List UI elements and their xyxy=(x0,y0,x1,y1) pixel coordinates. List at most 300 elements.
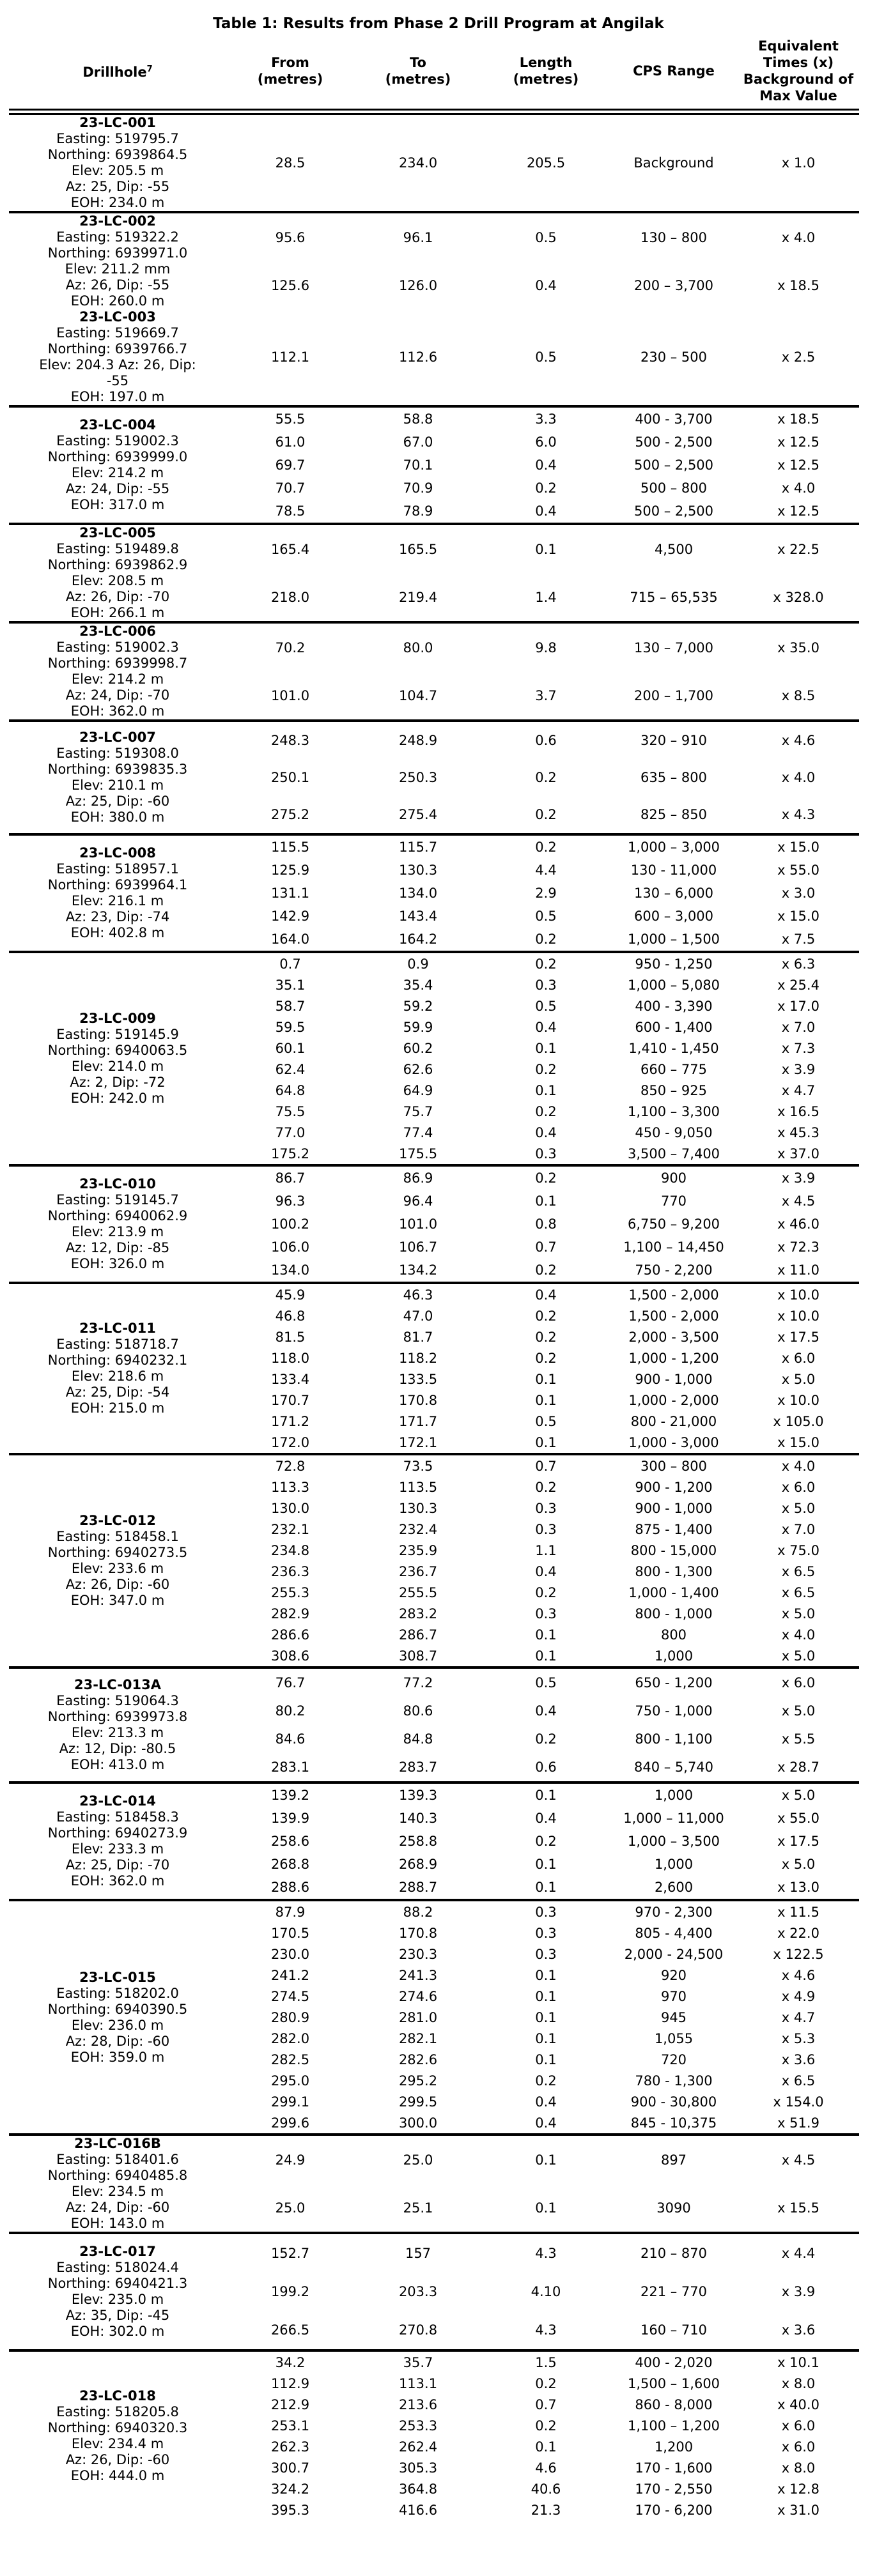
to-cell: 286.7 xyxy=(398,1627,438,1643)
length-cell: 0.2 xyxy=(535,1061,557,1077)
equivalent-times-cell: x 15.0 xyxy=(777,908,819,924)
equivalent-times-cell: x 72.3 xyxy=(777,1239,819,1255)
from-cell: 324.2 xyxy=(270,2481,310,2497)
equivalent-times-cell: x 6.0 xyxy=(781,2418,816,2434)
equivalent-times-cell: x 4.9 xyxy=(781,1988,816,2004)
drillhole-info-line: Az: 28, Dip: -60 xyxy=(65,2033,170,2049)
cps-range-cell: 970 - 2,300 xyxy=(635,1904,713,1920)
from-cell: 232.1 xyxy=(270,1521,310,1537)
table-row xyxy=(9,622,859,671)
cps-range-cell: 780 - 1,300 xyxy=(635,2073,713,2089)
length-cell: 2.9 xyxy=(535,885,557,901)
from-cell: 266.5 xyxy=(270,2322,310,2338)
equivalent-times-cell: x 10.1 xyxy=(777,2354,819,2370)
length-cell: 0.1 xyxy=(535,1857,557,1872)
drillhole-info-line: Northing: 6940390.5 xyxy=(47,2001,188,2017)
from-cell: 58.7 xyxy=(275,998,306,1014)
length-cell: 4.4 xyxy=(535,862,557,878)
to-cell: 134.2 xyxy=(398,1262,438,1278)
from-cell: 250.1 xyxy=(270,770,310,785)
cps-range-cell: 1,500 - 2,000 xyxy=(628,1287,719,1303)
equivalent-times-cell: x 3.6 xyxy=(781,2322,816,2338)
drillhole-info-line: Easting: 519795.7 xyxy=(56,131,179,146)
cps-range-cell: 130 - 11,000 xyxy=(630,862,717,878)
cps-range-cell: 1,100 – 1,200 xyxy=(627,2418,720,2434)
from-cell: 234.8 xyxy=(270,1542,310,1558)
drillhole-info-line: Northing: 6939973.8 xyxy=(47,1709,188,1724)
from-cell: 28.5 xyxy=(275,155,306,171)
drillhole-info-line: Az: 25, Dip: -54 xyxy=(65,1384,170,1400)
cps-range-cell: 970 xyxy=(660,1988,687,2004)
equivalent-times-cell: x 17.0 xyxy=(777,998,819,1014)
equivalent-times-cell: x 4.6 xyxy=(781,733,816,748)
length-cell: 0.1 xyxy=(535,2200,557,2216)
length-cell: 0.3 xyxy=(535,977,557,993)
to-cell: 171.7 xyxy=(398,1413,438,1429)
from-cell: 113.3 xyxy=(270,1479,310,1495)
cps-range-cell: 500 – 2,500 xyxy=(633,457,714,473)
drillhole-id: 23-LC-013A xyxy=(74,1677,162,1692)
drillhole-info-line: Elev: 213.3 m xyxy=(71,1725,164,1740)
to-cell: 213.6 xyxy=(398,2396,438,2412)
length-cell: 0.1 xyxy=(535,2152,557,2168)
equivalent-times-cell: x 5.3 xyxy=(781,2030,816,2046)
from-cell: 282.0 xyxy=(270,2030,310,2046)
header-from xyxy=(226,34,354,112)
to-cell: 59.2 xyxy=(403,998,433,1014)
equivalent-times-cell: x 4.0 xyxy=(781,480,816,496)
from-cell: 268.8 xyxy=(270,1857,310,1872)
drillhole-info-line: Easting: 518458.1 xyxy=(56,1529,179,1544)
length-cell: 21.3 xyxy=(531,2502,561,2518)
cps-range-cell: 400 - 2,020 xyxy=(635,2354,713,2370)
drillhole-info-line: Az: 26, Dip: -60 xyxy=(65,2452,170,2467)
equivalent-times-cell: x 5.0 xyxy=(781,1857,816,1872)
drillhole-info-line: Az: 24, Dip: -55 xyxy=(65,481,170,496)
from-cell: 283.1 xyxy=(270,1759,310,1775)
drillhole-info-line: EOH: 143.0 m xyxy=(70,2216,165,2231)
equivalent-times-cell: x 6.5 xyxy=(781,2073,816,2089)
to-cell: 112.6 xyxy=(398,349,438,365)
from-cell: 95.6 xyxy=(275,229,306,245)
to-cell: 270.8 xyxy=(398,2322,438,2338)
from-cell: 84.6 xyxy=(275,1731,306,1747)
cps-range-cell: Background xyxy=(633,155,714,171)
table-row xyxy=(9,952,859,974)
to-cell: 118.2 xyxy=(398,1350,438,1366)
header-drillhole xyxy=(9,34,226,112)
to-cell: 113.5 xyxy=(398,1479,438,1495)
to-cell: 0.9 xyxy=(407,956,429,972)
header-length-unit: (metres) xyxy=(513,72,579,87)
length-cell: 0.1 xyxy=(535,1788,557,1803)
equivalent-times-cell: x 7.0 xyxy=(781,1019,816,1035)
to-cell: 268.9 xyxy=(398,1857,438,1872)
table-row xyxy=(9,1283,859,1305)
to-cell: 248.9 xyxy=(398,733,438,748)
header-drillhole-label: Drillhole xyxy=(82,65,147,80)
length-cell: 0.1 xyxy=(535,2009,557,2025)
cps-range-cell: 221 – 770 xyxy=(640,2284,707,2299)
drillhole-info-line: Az: 24, Dip: -60 xyxy=(65,2200,170,2215)
length-cell: 0.1 xyxy=(535,1434,557,1450)
drillhole-info-line: Northing: 6939999.0 xyxy=(47,449,188,464)
length-cell: 0.7 xyxy=(535,1239,557,1255)
cps-range-cell: 800 xyxy=(660,1627,687,1643)
length-cell: 0.1 xyxy=(535,2439,557,2455)
table-row xyxy=(9,1667,859,1697)
drillhole-id: 23-LC-010 xyxy=(79,1176,156,1192)
from-cell: 142.9 xyxy=(270,908,310,924)
equivalent-times-cell: x 4.0 xyxy=(781,1627,816,1643)
cps-range-cell: 845 - 10,375 xyxy=(630,2115,717,2131)
cps-range-cell: 1,000 - 3,000 xyxy=(628,1434,719,1450)
cps-range-cell: 1,500 – 1,600 xyxy=(627,2375,720,2391)
length-cell: 0.2 xyxy=(535,480,557,496)
table-row xyxy=(9,212,859,261)
drillhole-info-line: Elev: 234.5 m xyxy=(71,2184,164,2199)
to-cell: 113.1 xyxy=(398,2375,438,2391)
equivalent-times-cell: x 37.0 xyxy=(777,1146,819,1162)
to-cell: 170.8 xyxy=(398,1392,438,1408)
drillhole-id: 23-LC-011 xyxy=(79,1321,156,1336)
equivalent-times-cell: x 18.5 xyxy=(777,277,819,293)
from-cell: 253.1 xyxy=(270,2418,310,2434)
length-cell: 0.1 xyxy=(535,541,557,557)
header-from-unit: (metres) xyxy=(257,72,323,87)
to-cell: 283.7 xyxy=(398,1759,438,1775)
to-cell: 157 xyxy=(405,2246,431,2261)
to-cell: 258.8 xyxy=(398,1834,438,1849)
from-cell: 164.0 xyxy=(270,931,310,947)
equivalent-times-cell: x 16.5 xyxy=(777,1103,819,1119)
table-row xyxy=(9,2233,859,2273)
header-cps-range: CPS Range xyxy=(610,34,738,112)
drillhole-cell xyxy=(9,834,226,952)
equivalent-times-cell: x 7.3 xyxy=(781,1040,816,1056)
from-cell: 115.5 xyxy=(270,839,310,855)
from-cell: 45.9 xyxy=(275,1287,306,1303)
to-cell: 70.1 xyxy=(403,457,433,473)
drillhole-info-line: Easting: 519002.3 xyxy=(56,640,179,655)
drillhole-group xyxy=(9,1667,859,1782)
drillhole-info-line: EOH: 215.0 m xyxy=(70,1400,165,1416)
to-cell: 241.3 xyxy=(398,1967,438,1983)
drillhole-info-line: Elev: 235.0 m xyxy=(71,2292,164,2307)
equivalent-times-cell: x 5.0 xyxy=(781,1371,816,1387)
cps-range-cell: 300 – 800 xyxy=(640,1458,707,1474)
to-cell: 133.5 xyxy=(398,1371,438,1387)
to-cell: 164.2 xyxy=(398,931,438,947)
to-cell: 175.5 xyxy=(398,1146,438,1162)
length-cell: 0.6 xyxy=(535,1759,557,1775)
cps-range-cell: 1,000 - 2,000 xyxy=(628,1392,719,1408)
table-row xyxy=(9,1454,859,1476)
drillhole-info-line: Easting: 518202.0 xyxy=(56,1985,179,2001)
to-cell: 130.3 xyxy=(398,862,438,878)
length-cell: 0.1 xyxy=(535,1082,557,1098)
length-cell: 1.1 xyxy=(535,1542,557,1558)
cps-range-cell: 400 - 3,700 xyxy=(635,411,713,427)
drillhole-id: 23-LC-012 xyxy=(79,1513,156,1528)
drillhole-group xyxy=(9,1165,859,1283)
cps-range-cell: 900 - 1,000 xyxy=(635,1371,713,1387)
length-cell: 0.1 xyxy=(535,1627,557,1643)
from-cell: 255.3 xyxy=(270,1584,310,1600)
from-cell: 236.3 xyxy=(270,1563,310,1579)
length-cell: 0.2 xyxy=(535,1329,557,1345)
header-equivalent-times xyxy=(738,34,859,112)
drillhole-info-line: EOH: 326.0 m xyxy=(70,1256,165,1271)
drillhole-info-line: Elev: 216.1 m xyxy=(71,893,164,908)
equivalent-times-cell: x 10.0 xyxy=(777,1308,819,1324)
cps-range-cell: 840 – 5,740 xyxy=(633,1759,714,1775)
equivalent-times-cell: x 5.0 xyxy=(781,1606,816,1621)
cps-range-cell: 1,000 xyxy=(654,1648,694,1664)
from-cell: 199.2 xyxy=(270,2284,310,2299)
drillhole-id: 23-LC-017 xyxy=(79,2244,156,2259)
drillhole-info-line: EOH: 234.0 m xyxy=(70,195,165,210)
equivalent-times-cell: x 5.0 xyxy=(781,1703,816,1719)
equivalent-times-cell: x 13.0 xyxy=(777,1880,819,1895)
drillhole-info-line: Az: 26, Dip: -70 xyxy=(65,589,170,604)
cps-range-cell: 900 xyxy=(660,1170,687,1186)
equivalent-times-cell: x 7.0 xyxy=(781,1521,816,1537)
drillhole-info-line: Elev: 236.0 m xyxy=(71,2017,164,2033)
from-cell: 262.3 xyxy=(270,2439,310,2455)
from-cell: 218.0 xyxy=(270,589,310,605)
drillhole-info-line: Northing: 6940421.3 xyxy=(47,2276,188,2291)
from-cell: 61.0 xyxy=(275,434,306,450)
drillhole-info-line: Az: 12, Dip: -80.5 xyxy=(59,1741,176,1756)
to-cell: 274.6 xyxy=(398,1988,438,2004)
drillhole-group xyxy=(9,1900,859,2135)
table-row xyxy=(9,1900,859,1922)
drillhole-info-line: Easting: 519308.0 xyxy=(56,746,179,761)
drillhole-group xyxy=(9,309,859,406)
drillhole-id: 23-LC-014 xyxy=(79,1793,156,1809)
drillhole-info-line: Elev: 211.2 mm xyxy=(65,261,171,277)
from-cell: 70.2 xyxy=(275,640,306,656)
equivalent-times-cell: x 4.0 xyxy=(781,229,816,245)
equivalent-times-cell: x 4.4 xyxy=(781,2246,816,2261)
cps-range-cell: 200 – 3,700 xyxy=(633,277,714,293)
cps-range-cell: 715 – 65,535 xyxy=(630,589,718,605)
length-cell: 0.1 xyxy=(535,1880,557,1895)
drillhole-info-line: Easting: 519669.7 xyxy=(56,325,179,341)
from-cell: 78.5 xyxy=(275,503,306,519)
cps-range-cell: 170 - 2,550 xyxy=(635,2481,713,2497)
drillhole-info-line: Northing: 6940063.5 xyxy=(47,1043,188,1058)
header-row xyxy=(9,34,859,112)
equivalent-times-cell: x 40.0 xyxy=(777,2396,819,2412)
to-cell: 134.0 xyxy=(398,885,438,901)
drillhole-info-line: Az: 26, Dip: -60 xyxy=(65,1577,170,1592)
from-cell: 152.7 xyxy=(270,2246,310,2261)
cps-range-cell: 950 - 1,250 xyxy=(635,956,713,972)
from-cell: 299.1 xyxy=(270,2094,310,2110)
equivalent-times-cell: x 55.0 xyxy=(777,862,819,878)
cps-range-cell: 900 - 1,000 xyxy=(635,1500,713,1516)
drillhole-info-line: Az: 24, Dip: -70 xyxy=(65,687,170,703)
from-cell: 258.6 xyxy=(270,1834,310,1849)
drillhole-group xyxy=(9,1782,859,1900)
to-cell: 73.5 xyxy=(403,1458,433,1474)
from-cell: 282.5 xyxy=(270,2051,310,2067)
cps-range-cell: 170 - 1,600 xyxy=(635,2460,713,2476)
drillhole-info-line: Az: 25, Dip: -70 xyxy=(65,1857,170,1873)
cps-range-cell: 900 - 30,800 xyxy=(630,2094,717,2110)
drillhole-info-line: EOH: 266.1 m xyxy=(70,605,165,620)
to-cell: 126.0 xyxy=(398,277,438,293)
drillhole-info-line: Easting: 519489.8 xyxy=(56,541,179,556)
table-row xyxy=(9,2350,859,2373)
drillhole-info-line: EOH: 260.0 m xyxy=(70,293,165,309)
drillhole-id: 23-LC-016B xyxy=(74,2136,161,2151)
from-cell: 130.0 xyxy=(270,1500,310,1516)
from-cell: 212.9 xyxy=(270,2396,310,2412)
drillhole-cell xyxy=(9,952,226,1165)
drillhole-info-line: Easting: 518458.3 xyxy=(56,1809,179,1825)
length-cell: 0.2 xyxy=(535,807,557,822)
length-cell: 0.4 xyxy=(535,457,557,473)
equivalent-times-cell: x 5.0 xyxy=(781,1788,816,1803)
to-cell: 236.7 xyxy=(398,1563,438,1579)
cps-range-cell: 500 – 2,500 xyxy=(633,503,714,519)
from-cell: 172.0 xyxy=(270,1434,310,1450)
drillhole-info-line: Elev: 234.4 m xyxy=(71,2436,164,2451)
drillhole-info-line: Easting: 519145.9 xyxy=(56,1027,179,1042)
header-to-label: To xyxy=(410,55,426,70)
drillhole-cell xyxy=(9,1165,226,1283)
drillhole-info-line: EOH: 302.0 m xyxy=(70,2324,165,2339)
from-cell: 101.0 xyxy=(270,687,310,703)
drillhole-info-line: Elev: 218.6 m xyxy=(71,1368,164,1384)
drillhole-info-line: EOH: 402.8 m xyxy=(70,925,165,940)
from-cell: 275.2 xyxy=(270,807,310,822)
cps-range-cell: 720 xyxy=(660,2051,687,2067)
drillhole-info-line: Northing: 6940062.9 xyxy=(47,1208,188,1223)
length-cell: 0.4 xyxy=(535,2115,557,2131)
equivalent-times-cell: x 4.7 xyxy=(781,2009,816,2025)
to-cell: 104.7 xyxy=(398,687,438,703)
length-cell: 0.4 xyxy=(535,2094,557,2110)
from-cell: 241.2 xyxy=(270,1967,310,1983)
from-cell: 87.9 xyxy=(275,1904,306,1920)
equivalent-times-cell: x 5.0 xyxy=(781,1500,816,1516)
to-cell: 172.1 xyxy=(398,1434,438,1450)
from-cell: 125.9 xyxy=(270,862,310,878)
to-cell: 235.9 xyxy=(398,1542,438,1558)
drillhole-info-line: Northing: 6940273.9 xyxy=(47,1825,188,1841)
drillhole-cell xyxy=(9,721,226,834)
to-cell: 203.3 xyxy=(398,2284,438,2299)
length-cell: 0.3 xyxy=(535,1521,557,1537)
equivalent-times-cell: x 154.0 xyxy=(773,2094,824,2110)
drillhole-info-line: Az: 35, Dip: -45 xyxy=(65,2308,170,2323)
to-cell: 77.2 xyxy=(403,1675,433,1690)
drillhole-info-line: EOH: 347.0 m xyxy=(70,1593,165,1608)
drillhole-info-line: Northing: 6939998.7 xyxy=(47,656,188,671)
length-cell: 0.2 xyxy=(535,1731,557,1747)
to-cell: 283.2 xyxy=(398,1606,438,1621)
equivalent-times-cell: x 3.9 xyxy=(781,2284,816,2299)
cps-range-cell: 3,500 – 7,400 xyxy=(627,1146,720,1162)
cps-range-cell: 210 – 870 xyxy=(640,2246,707,2261)
drillhole-info-line: Northing: 6940485.8 xyxy=(47,2168,188,2183)
to-cell: 234.0 xyxy=(398,155,438,171)
from-cell: 165.4 xyxy=(270,541,310,557)
drillhole-info-line: Az: 12, Dip: -85 xyxy=(65,1240,170,1255)
from-cell: 175.2 xyxy=(270,1146,310,1162)
length-cell: 0.2 xyxy=(535,2073,557,2089)
equivalent-times-cell: x 12.5 xyxy=(777,503,819,519)
to-cell: 299.5 xyxy=(398,2094,438,2110)
equivalent-times-cell: x 6.3 xyxy=(781,956,816,972)
cps-range-cell: 1,055 xyxy=(654,2030,694,2046)
length-cell: 0.5 xyxy=(535,998,557,1014)
from-cell: 77.0 xyxy=(275,1124,306,1140)
equivalent-times-cell: x 328.0 xyxy=(773,589,824,605)
length-cell: 0.3 xyxy=(535,1946,557,1962)
length-cell: 0.5 xyxy=(535,908,557,924)
to-cell: 139.3 xyxy=(398,1788,438,1803)
drillhole-group xyxy=(9,2350,859,2520)
cps-range-cell: 897 xyxy=(660,2152,687,2168)
from-cell: 76.7 xyxy=(275,1675,306,1690)
table-row xyxy=(9,2135,859,2184)
drillhole-info-line: Az: 26, Dip: -55 xyxy=(65,277,170,293)
table-row xyxy=(9,309,859,406)
drillhole-cell xyxy=(9,406,226,524)
drillhole-id: 23-LC-018 xyxy=(79,2388,156,2404)
to-cell: 130.3 xyxy=(398,1500,438,1516)
equivalent-times-cell: x 11.0 xyxy=(777,1262,819,1278)
to-cell: 115.7 xyxy=(398,839,438,855)
equivalent-times-cell: x 6.5 xyxy=(781,1584,816,1600)
drillhole-info-line: EOH: 362.0 m xyxy=(70,1873,165,1889)
drillhole-info-line: Northing: 6940273.5 xyxy=(47,1545,188,1560)
length-cell: 0.1 xyxy=(535,2030,557,2046)
drillhole-group xyxy=(9,406,859,524)
drillhole-id: 23-LC-005 xyxy=(79,525,156,540)
to-cell: 219.4 xyxy=(398,589,438,605)
from-cell: 60.1 xyxy=(275,1040,306,1056)
cps-range-cell: 2,600 xyxy=(654,1880,694,1895)
length-cell: 0.2 xyxy=(535,1584,557,1600)
equivalent-times-cell: x 22.5 xyxy=(777,541,819,557)
equivalent-times-cell: x 3.6 xyxy=(781,2051,816,2067)
to-cell: 253.3 xyxy=(398,2418,438,2434)
length-cell: 0.2 xyxy=(535,1350,557,1366)
cps-range-cell: 200 – 1,700 xyxy=(633,687,714,703)
drillhole-group xyxy=(9,2135,859,2233)
from-cell: 280.9 xyxy=(270,2009,310,2025)
footnote-marker: 7 xyxy=(146,65,153,74)
length-cell: 4.10 xyxy=(531,2284,561,2299)
equivalent-times-cell: x 4.7 xyxy=(781,1082,816,1098)
cps-range-cell: 170 - 6,200 xyxy=(635,2502,713,2518)
from-cell: 308.6 xyxy=(270,1648,310,1664)
length-cell: 0.3 xyxy=(535,1904,557,1920)
from-cell: 118.0 xyxy=(270,1350,310,1366)
from-cell: 70.7 xyxy=(275,480,306,496)
drillhole-id: 23-LC-008 xyxy=(79,845,156,861)
cps-range-cell: 635 – 800 xyxy=(640,770,707,785)
drillhole-info-line: Northing: 6939864.5 xyxy=(47,147,188,162)
from-cell: 286.6 xyxy=(270,1627,310,1643)
to-cell: 308.7 xyxy=(398,1648,438,1664)
